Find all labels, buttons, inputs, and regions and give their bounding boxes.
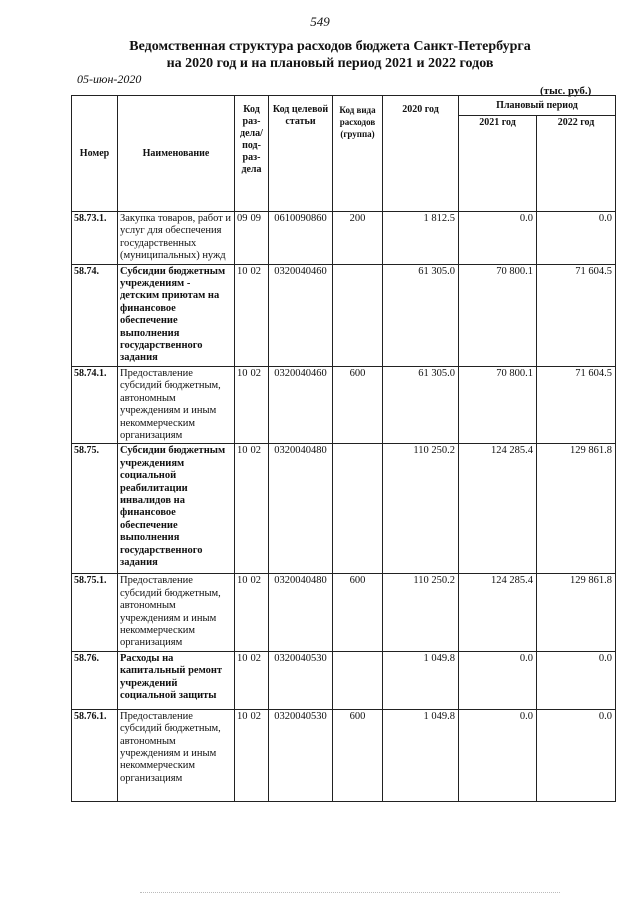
row-value-2021: 0.0 (459, 651, 537, 709)
table-row (72, 709, 616, 801)
row-expense-type (333, 444, 383, 574)
row-expense-type (333, 264, 383, 366)
row-value-2020: 61 305.0 (383, 264, 459, 366)
section-code: 10 (237, 265, 248, 277)
header-number: Номер (72, 96, 118, 212)
row-expense-type: 600 (333, 574, 383, 651)
section-code: 09 (237, 213, 248, 224)
row-value-2022: 129 861.8 (537, 444, 616, 574)
row-number: 58.76. (72, 651, 118, 709)
row-value-2022: 71 604.5 (537, 366, 616, 443)
row-value-2020: 110 250.2 (383, 574, 459, 651)
row-value-2021: 0.0 (459, 212, 537, 265)
header-2021: 2021 год (459, 116, 537, 212)
row-value-2022: 71 604.5 (537, 264, 616, 366)
row-value-2020: 1 049.8 (383, 709, 459, 801)
subsection-code: 02 (250, 367, 261, 379)
row-number: 58.75. (72, 444, 118, 574)
subsection-code: 02 (250, 652, 261, 664)
header-2022: 2022 год (537, 116, 616, 212)
row-name: Предоставление субсидий бюджетным, автономным учреждениям и иным некоммерческим организациям (118, 366, 235, 443)
subsection-code: 02 (250, 575, 261, 587)
header-target: Код целевой статьи (269, 96, 333, 212)
section-code: 10 (237, 710, 248, 722)
section-code: 10 (237, 575, 248, 587)
row-value-2021: 70 800.1 (459, 366, 537, 443)
scan-artifact-line (140, 892, 560, 894)
row-target-code: 0320040480 (269, 444, 333, 574)
row-expense-type: 600 (333, 366, 383, 443)
row-name: Субсидии бюджетным учреждениям - детским приютам на финансовое обеспечение выполнения государственного задания (118, 264, 235, 366)
row-number: 58.73.1. (72, 212, 118, 265)
row-expense-type: 200 (333, 212, 383, 265)
table-row (72, 444, 616, 574)
row-section-code (235, 212, 269, 265)
row-expense-type (333, 651, 383, 709)
row-value-2021: 0.0 (459, 709, 537, 801)
table-row (72, 212, 616, 265)
row-value-2020: 1 812.5 (383, 212, 459, 265)
page-number: 549 (310, 14, 330, 29)
row-value-2021: 124 285.4 (459, 574, 537, 651)
row-section-code (235, 709, 269, 801)
header-expense-type: Код вида расходов (группа) (333, 96, 383, 212)
section-code: 10 (237, 367, 248, 379)
row-value-2020: 1 049.8 (383, 651, 459, 709)
table-row (72, 366, 616, 443)
row-target-code: 0320040460 (269, 264, 333, 366)
table-row (72, 264, 616, 366)
table-row (72, 651, 616, 709)
row-value-2020: 61 305.0 (383, 366, 459, 443)
row-name: Предоставление субсидий бюджетным, автономным учреждениям и иным некоммерческим организациям (118, 709, 235, 801)
row-value-2022: 0.0 (537, 651, 616, 709)
subsection-code: 09 (250, 213, 261, 224)
row-target-code: 0320040530 (269, 709, 333, 801)
title-line-2: на 2020 год и на плановый период 2021 и 2022 годов (166, 56, 494, 71)
header-2020: 2020 год (383, 96, 459, 212)
subsection-code: 02 (250, 265, 261, 277)
row-value-2022: 0.0 (537, 212, 616, 265)
row-value-2021: 124 285.4 (459, 444, 537, 574)
row-target-code: 0320040460 (269, 366, 333, 443)
row-name: Закупка товаров, работ и услуг для обеспечения государственных (муниципальных) нужд (118, 212, 235, 265)
row-target-code: 0320040530 (269, 651, 333, 709)
subsection-code: 02 (250, 710, 261, 722)
section-code: 10 (237, 652, 248, 664)
row-number: 58.74.1. (72, 366, 118, 443)
table-row (72, 574, 616, 651)
row-value-2021: 70 800.1 (459, 264, 537, 366)
section-code: 10 (237, 445, 248, 457)
row-number: 58.75.1. (72, 574, 118, 651)
row-name: Предоставление субсидий бюджетным, автономным учреждениям и иным некоммерческим организациям (118, 574, 235, 651)
row-number: 58.76.1. (72, 709, 118, 801)
document-title (60, 38, 600, 72)
row-section-code (235, 264, 269, 366)
row-target-code: 0320040480 (269, 574, 333, 651)
row-value-2022: 0.0 (537, 709, 616, 801)
row-value-2022: 129 861.8 (537, 574, 616, 651)
row-name: Расходы на капитальный ремонт учреждений социальной защиты (118, 651, 235, 709)
row-target-code: 0610090860 (269, 212, 333, 265)
document-date: 05-июн-2020 (77, 72, 142, 86)
row-section-code (235, 574, 269, 651)
row-name: Субсидии бюджетным учреждениям социальной реабилитации инвалидов на финансовое обеспечение выполнения государственного задания (118, 444, 235, 574)
row-value-2020: 110 250.2 (383, 444, 459, 574)
row-section-code (235, 444, 269, 574)
header-section: Код раз-дела/ под-раз-дела (235, 96, 269, 212)
row-number: 58.74. (72, 264, 118, 366)
expenditure-table (71, 95, 616, 802)
header-name: Наименование (118, 96, 235, 212)
units-label: (тыс. руб.) (540, 85, 592, 97)
row-section-code (235, 366, 269, 443)
row-expense-type: 600 (333, 709, 383, 801)
subsection-code: 02 (250, 445, 261, 457)
header-planned-period: Плановый период (459, 96, 616, 116)
title-line-1: Ведомственная структура расходов бюджета Санкт-Петербурга (129, 39, 531, 54)
row-section-code (235, 651, 269, 709)
